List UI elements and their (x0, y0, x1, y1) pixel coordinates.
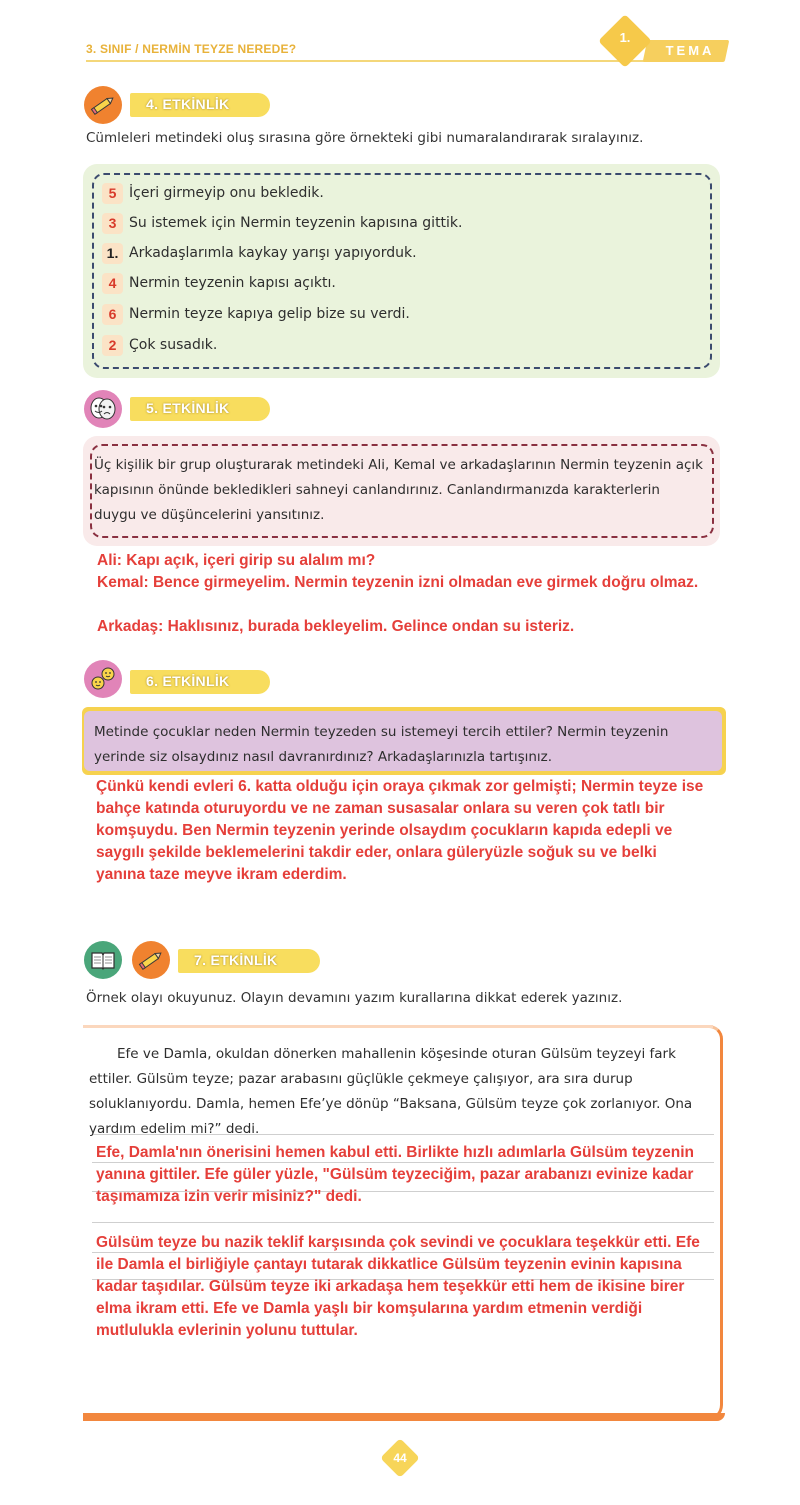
sentence-text: İçeri girmeyip onu bekledik. (129, 185, 324, 201)
list-item (102, 333, 217, 357)
pencil-icon (132, 941, 170, 979)
sentence-text: Çok susadık. (129, 337, 218, 353)
activity7-label: 7. ETKİNLİK (194, 952, 278, 968)
activity7-story (89, 1042, 717, 1142)
activity4-instruction: Cümleleri metindeki oluş sırasına göre örnekteki gibi numaralandırarak sıralayınız. (86, 130, 644, 146)
order-number: 4 (102, 273, 123, 294)
sentence-text: Nermin teyzenin kapısı açıktı. (129, 275, 336, 291)
pencil-icon (84, 86, 122, 124)
book-icon (84, 941, 122, 979)
page-number: 44 (393, 1451, 407, 1465)
activity4-label: 4. ETKİNLİK (146, 96, 230, 112)
list-item (102, 241, 417, 265)
writing-line (92, 1222, 714, 1223)
activity6-instruction: Metinde çocuklar neden Nermin teyzeden su istemeyi tercih ettiler? Nermin teyzenin yerinde siz olsaydınız nasıl davranırdınız? Arkadaşlarınızla tartışınız. (94, 724, 669, 765)
order-number-example: 1. (102, 243, 123, 264)
answer-line: Kemal: Bence girmeyelim. Nermin teyzenin izni olmadan eve girmek doğru olmaz. (97, 574, 699, 591)
activity7-answer-paragraph: Gülsüm teyze bu nazik teklif karşısında çok sevindi ve çocuklara teşekkür etti. Efe ile Damla el birliğiyle çantayı tutarak dikkatlice Gülsüm teyzenin evinin kapısına kadar taşıdılar. Gülsüm teyze iki arkadaşa hem teşekkür etti hem de ikisine birer elma ikram etti. Efe ve Damla yaşlı bir komşularına yardım etmenin verdiği mutlulukla evlerinin yolunu tuttular. (96, 1234, 700, 1339)
order-number: 2 (102, 335, 123, 356)
order-number: 6 (102, 304, 123, 325)
activity5-instruction: Üç kişilik bir grup oluşturarak metindeki Ali, Kemal ve arkadaşlarının Nermin teyzenin açık kapısının önünde bekledikleri sahneyi canlandırınız. Canlandırmanızda karakterlerin duygu ve düşüncelerini yansıtınız. (94, 457, 704, 523)
discussion-faces-icon (84, 660, 122, 698)
activity7-instruction: Örnek olayı okuyunuz. Olayın devamını yazım kurallarına dikkat ederek yazınız. (86, 990, 623, 1006)
list-item (102, 302, 410, 326)
list-item (102, 271, 336, 295)
tema-label: TEMA (665, 43, 715, 58)
sentence-text: Su istemek için Nermin teyzenin kapısına gittik. (129, 215, 463, 231)
activity6-answer: Çünkü kendi evleri 6. katta olduğu için oraya çıkmak zor gelmişti; Nermin teyze ise bahçe katında oturuyordu ve ne zaman susasalar onlara su veren çok tatlı bir komşuydu. Ben Nermin teyzenin yerinde olsaydım çocukların kapıda edepli ve saygılı şekilde beklemelerini takdir eder, onlara güleryüzle soğuk su ve belki yanına taze meyve ikram ederdim. (96, 778, 704, 883)
story-text: Efe ve Damla, okuldan dönerken mahallenin köşesinde oturan Gülsüm teyzeyi fark ettiler. Gülsüm teyze; pazar arabasını güçlükle çekmeye çalışıyor, ara sıra durup soluklanıyordu. Damla, hemen Efe’ye dönüp “Baksana, Gülsüm teyze çok zorlanıyor. Ona yardım edelim mi?” dedi. (89, 1046, 693, 1137)
activity7-box-bottom-edge (83, 1413, 725, 1421)
sentence-text: Arkadaşlarımla kaykay yarışı yapıyorduk. (129, 245, 417, 261)
tema-number: 1. (619, 30, 631, 45)
activity5-label: 5. ETKİNLİK (146, 400, 230, 416)
list-item (102, 181, 324, 205)
answer-line: Arkadaş: Haklısınız, burada bekleyelim. Gelince ondan su isteriz. (97, 618, 575, 635)
order-number: 3 (102, 213, 123, 234)
activity6-label: 6. ETKİNLİK (146, 673, 230, 689)
order-number: 5 (102, 183, 123, 204)
answer-line: Ali: Kapı açık, içeri girip su alalım mı? (97, 552, 376, 569)
activity7-box-top-edge (83, 1025, 713, 1028)
theater-masks-icon (84, 390, 122, 428)
activity7-answer-paragraph: Efe, Damla'nın önerisini hemen kabul etti. Birlikte hızlı adımlarla Gülsüm teyzenin yanına gittiler. Efe güler yüzle, "Gülsüm teyzeciğim, pazar arabanızı evinize kadar taşımamıza izin verir misiniz?" dedi. (96, 1144, 694, 1205)
list-item (102, 211, 463, 235)
header-title: 3. SINIF / NERMİN TEYZE NEREDE? (86, 42, 297, 56)
sentence-text: Nermin teyze kapıya gelip bize su verdi. (129, 306, 410, 322)
